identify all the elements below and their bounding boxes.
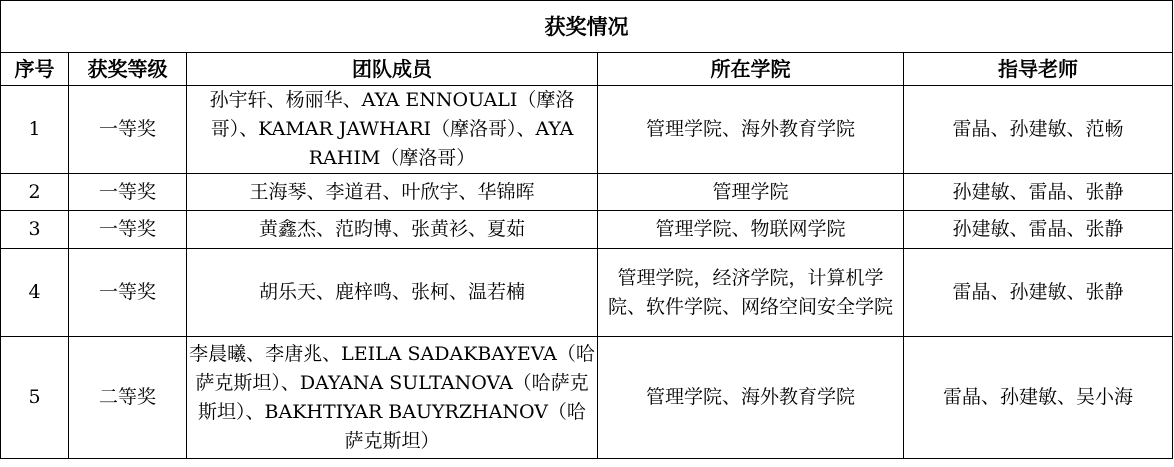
row-college: 管理学院、海外教育学院 bbox=[598, 337, 904, 459]
row-members: 胡乐天、鹿梓鸣、张柯、温若楠 bbox=[187, 249, 598, 337]
row-level: 一等奖 bbox=[69, 249, 187, 337]
row-level: 一等奖 bbox=[69, 174, 187, 211]
row-members: 王海琴、李道君、叶欣宇、华锦晖 bbox=[187, 174, 598, 211]
row-index: 4 bbox=[1, 249, 69, 337]
row-members: 孙宇轩、杨丽华、AYA ENNOUALI（摩洛哥）、KAMAR JAWHARI（摩洛哥）、AYA RAHIM（摩洛哥） bbox=[187, 86, 598, 174]
row-advisors: 雷晶、孙建敏、吴小海 bbox=[904, 337, 1173, 459]
table-row bbox=[1, 211, 1173, 249]
title-row bbox=[1, 1, 1173, 53]
row-index: 3 bbox=[1, 211, 69, 249]
header-college: 所在学院 bbox=[598, 53, 904, 86]
row-college: 管理学院 bbox=[598, 174, 904, 211]
header-advisors: 指导老师 bbox=[904, 53, 1173, 86]
header-row bbox=[1, 53, 1173, 86]
row-index: 1 bbox=[1, 86, 69, 174]
row-level: 一等奖 bbox=[69, 211, 187, 249]
row-college: 管理学院、海外教育学院 bbox=[598, 86, 904, 174]
row-members: 黄鑫杰、范昀博、张黄衫、夏茹 bbox=[187, 211, 598, 249]
row-advisors: 孙建敏、雷晶、张静 bbox=[904, 211, 1173, 249]
header-level: 获奖等级 bbox=[69, 53, 187, 86]
row-level: 二等奖 bbox=[69, 337, 187, 459]
table-row bbox=[1, 249, 1173, 337]
header-members: 团队成员 bbox=[187, 53, 598, 86]
row-index: 5 bbox=[1, 337, 69, 459]
table-row bbox=[1, 174, 1173, 211]
header-index: 序号 bbox=[1, 53, 69, 86]
row-advisors: 雷晶、孙建敏、张静 bbox=[904, 249, 1173, 337]
row-advisors: 雷晶、孙建敏、范畅 bbox=[904, 86, 1173, 174]
row-college: 管理学院，经济学院，计算机学院、软件学院、网络空间安全学院 bbox=[598, 249, 904, 337]
table-title: 获奖情况 bbox=[1, 1, 1173, 53]
row-members: 李晨曦、李唐兆、LEILA SADAKBAYEVA（哈萨克斯坦）、DAYANA SULTANOVA（哈萨克斯坦）、BAKHTIYAR BAUYRZHANOV（哈萨克斯坦） bbox=[187, 337, 598, 459]
table-row bbox=[1, 337, 1173, 459]
row-advisors: 孙建敏、雷晶、张静 bbox=[904, 174, 1173, 211]
row-level: 一等奖 bbox=[69, 86, 187, 174]
row-index: 2 bbox=[1, 174, 69, 211]
row-college: 管理学院、物联网学院 bbox=[598, 211, 904, 249]
table-row bbox=[1, 86, 1173, 174]
